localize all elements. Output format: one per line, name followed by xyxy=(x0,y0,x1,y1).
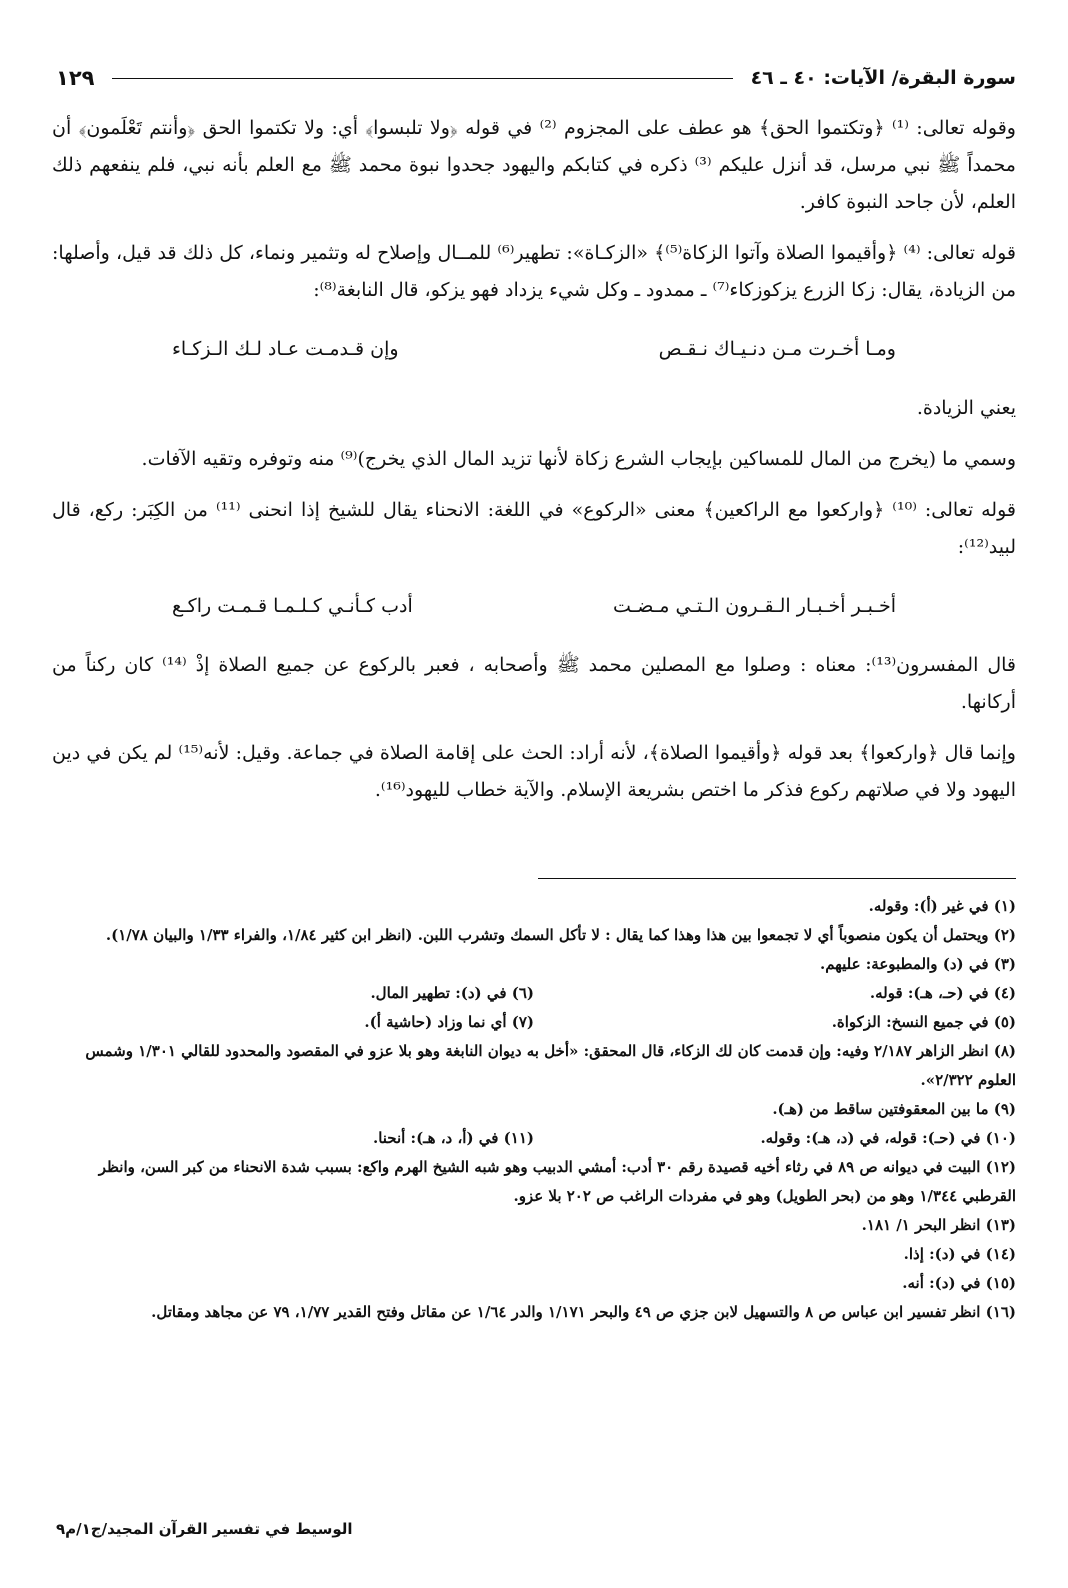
footnote-row-5-7 xyxy=(52,1008,1016,1037)
page-footer: الوسيط في تفسير القرآن المجيد/ج١/م٩ xyxy=(56,1520,353,1538)
footnote-3: (٣) في (د) والمطبوعة: عليهم. xyxy=(819,955,1016,973)
footnote-7: (٧) أي نما وزاد (حاشية أ). xyxy=(364,1013,534,1031)
verse-1-first-hemistich: ومـا أخـرت مـن دنـيـاك نـقـص xyxy=(658,338,896,360)
paragraph-5: قوله تعالى: ⁽¹⁰⁾ ﴿واركعوا مع الراكعين﴾ معنى «الركوع» في اللغة: الانحناء يقال للشيخ إذا انحنى ⁽¹¹⁾ من الكِبَر: ركع، قال لبيد⁽¹²⁾: xyxy=(52,499,1016,558)
main-text xyxy=(52,110,1016,809)
paragraph-6: قال المفسرون⁽¹³⁾: معناه : وصلوا مع المصلين محمد ﷺ وأصحابه ، فعبر بالركوع عن جميع الصلاة إذْ ⁽¹⁴⁾ كان ركناً من أركانها. xyxy=(52,654,1017,713)
footnotes xyxy=(52,892,1016,1327)
footnote-16: (١٦) انظر تفسير ابن عباس ص ٨ والتسهيل لابن جزي ص ٤٩ والبحر ١/١٧١ والدر ١/٦٤ عن مقاتل وفتح القدير ١/٧٧، ٧٩ عن مجاهد ومقاتل. xyxy=(151,1303,1016,1321)
footnote-1: (١) في غير (أ): وقوله. xyxy=(868,897,1016,915)
footnote-10: (١٠) في (حـ): قوله، في (د، هـ): وقوله. xyxy=(760,1129,1016,1147)
footnote-8: (٨) انظر الزاهر ٢/١٨٧ وفيه: وإن قدمت كان لك الزكاء، قال المحقق: «أخل به ديوان النابغة وهو بلا عزو في المقصود والمحدود للقالي ١/٣٠١ وشمس العلوم ٢/٣٢٢». xyxy=(85,1042,1016,1089)
footnote-row-4-6 xyxy=(52,979,1016,1008)
poetry-verse-2 xyxy=(172,588,896,625)
footnote-4: (٤) في (حـ، هـ): قوله. xyxy=(869,984,1016,1002)
footnote-14: (١٤) في (د): إذا. xyxy=(903,1245,1016,1263)
verse-2-first-hemistich: أخـبـر أخـبـار الـقـرون الـتـي مـضـت xyxy=(612,595,896,617)
paragraph-7: وإنما قال ﴿واركعوا﴾ بعد قوله ﴿وأقيموا الصلاة﴾، لأنه أراد: الحث على إقامة الصلاة في جماعة. وقيل: لأنه⁽¹⁵⁾ لم يكن في دين اليهود ولا في صلاتهم ركوع فذكر ما اختص بشريعة الإسلام. والآية خطاب لليهود⁽¹⁶⁾. xyxy=(52,742,1016,801)
header-rule xyxy=(112,78,732,79)
footnote-row-10-11 xyxy=(52,1124,1016,1153)
poetry-verse-1 xyxy=(172,331,896,368)
verse-2-second-hemistich: أدب كـأنـي كـلـمـا قـمـت راكـع xyxy=(172,595,413,617)
footnote-2: (٢) ويحتمل أن يكون منصوباً أي لا تجمعوا بين هذا وهذا كما يقال : لا تأكل السمك وتشرب اللبن. (انظر ابن كثير ١/٨٤، والفراء ١/٣٣ والبيان ١/٧٨). xyxy=(105,926,1016,944)
footnote-6: (٦) في (د): تطهير المال. xyxy=(370,984,534,1002)
paragraph-2: قوله تعالى: ⁽⁴⁾ ﴿وأقيموا الصلاة وآتوا الزكاة⁽⁵⁾﴾ «الزكـاة»: تطهير⁽⁶⁾ للمــال وإصلاح له وتثمير ونماء، كل ذلك قد قيل، وأصلها: من الزيادة، يقال: زكا الزرع يزكوزكاء⁽⁷⁾ ـ ممدود ـ وكل شيء يزداد فهو يزكو، قال النابغة⁽⁸⁾: xyxy=(52,242,1016,301)
paragraph-4: وسمي ما (يخرج من المال للمساكين بإيجاب الشرع زكاة لأنها تزيد المال الذي يخرج)⁽⁹⁾ منه وتوفره وتقيه الآفات. xyxy=(141,448,1016,470)
paragraph-3: يعني الزيادة. xyxy=(916,397,1016,419)
footnote-11: (١١) في (أ، د، هـ): أنحنا. xyxy=(372,1129,534,1147)
footnote-9: (٩) ما بين المعقوفتين ساقط من (هـ). xyxy=(772,1100,1016,1118)
page-number: ١٢٩ xyxy=(56,66,95,90)
paragraph-1: وقوله تعالى: ⁽¹⁾ ﴿وتكتموا الحق﴾ هو عطف على المجزوم ⁽²⁾ في قوله ﴿ولا تلبسوا﴾ أي: ولا تكتموا الحق ﴿وأنتم تَعْلَمون﴾ أن محمداً ﷺ نبي مرسل، قد أنزل عليكم ⁽³⁾ ذكره في كتابكم واليهود جحدوا نبوة محمد ﷺ مع العلم بأنه نبي، فلم ينفعهم ذلك العلم، لأن جاحد النبوة كافر. xyxy=(52,117,1016,213)
footnote-12: (١٢) البيت في ديوانه ص ٨٩ في رثاء أخيه قصيدة رقم ٣٠ أدب: أمشي الدبيب وهو شبه الشيخ الهرم واكع: بسبب شدة الانحناء من كبر السن، وانظر القرطبي ١/٣٤٤ وهو من (بحر الطويل) وهو في مفردات الراغب ص ٢٠٢ بلا عزو. xyxy=(98,1158,1016,1205)
verse-1-second-hemistich: وإن قـدمـت عـاد لـك الـزكـاء xyxy=(172,338,399,360)
footnote-15: (١٥) في (د): أنه. xyxy=(902,1274,1016,1292)
footnote-5: (٥) في جميع النسخ: الزكواة. xyxy=(831,1013,1016,1031)
footnote-separator xyxy=(538,878,1016,879)
running-header xyxy=(56,60,1016,96)
footnote-13: (١٣) انظر البحر ١/ ١٨١. xyxy=(861,1216,1016,1234)
header-title: سورة البقرة/ الآيات: ٤٠ ـ ٤٦ xyxy=(750,67,1016,89)
